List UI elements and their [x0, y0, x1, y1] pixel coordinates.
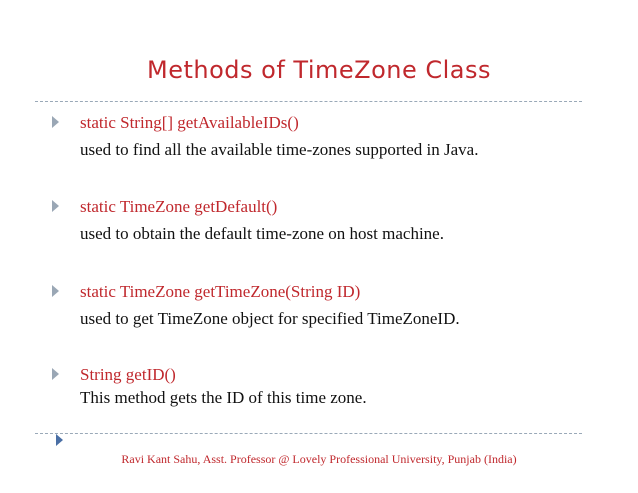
- triangle-bullet-icon: [52, 368, 59, 380]
- triangle-bullet-icon: [52, 116, 59, 128]
- method-signature: static TimeZone getDefault(): [80, 197, 278, 216]
- method-signature: static TimeZone getTimeZone(String ID): [80, 282, 361, 301]
- method-signature: String getID(): [80, 365, 176, 384]
- footer-triangle-icon: [56, 434, 63, 446]
- method-description: used to find all the available time-zones supported in Java.: [80, 140, 479, 159]
- slide-title: Methods of TimeZone Class: [146, 56, 491, 84]
- footer-divider: [35, 433, 582, 434]
- triangle-bullet-icon: [52, 285, 59, 297]
- footer-credit: Ravi Kant Sahu, Asst. Professor @ Lovely Professional University, Punjab (India): [121, 452, 517, 466]
- title-divider: [35, 101, 582, 102]
- method-description: This method gets the ID of this time zone.: [80, 388, 367, 407]
- method-description: used to obtain the default time-zone on host machine.: [80, 224, 444, 243]
- method-signature: static String[] getAvailableIDs(): [80, 113, 299, 132]
- triangle-bullet-icon: [52, 200, 59, 212]
- method-description: used to get TimeZone object for specified TimeZoneID.: [80, 309, 460, 328]
